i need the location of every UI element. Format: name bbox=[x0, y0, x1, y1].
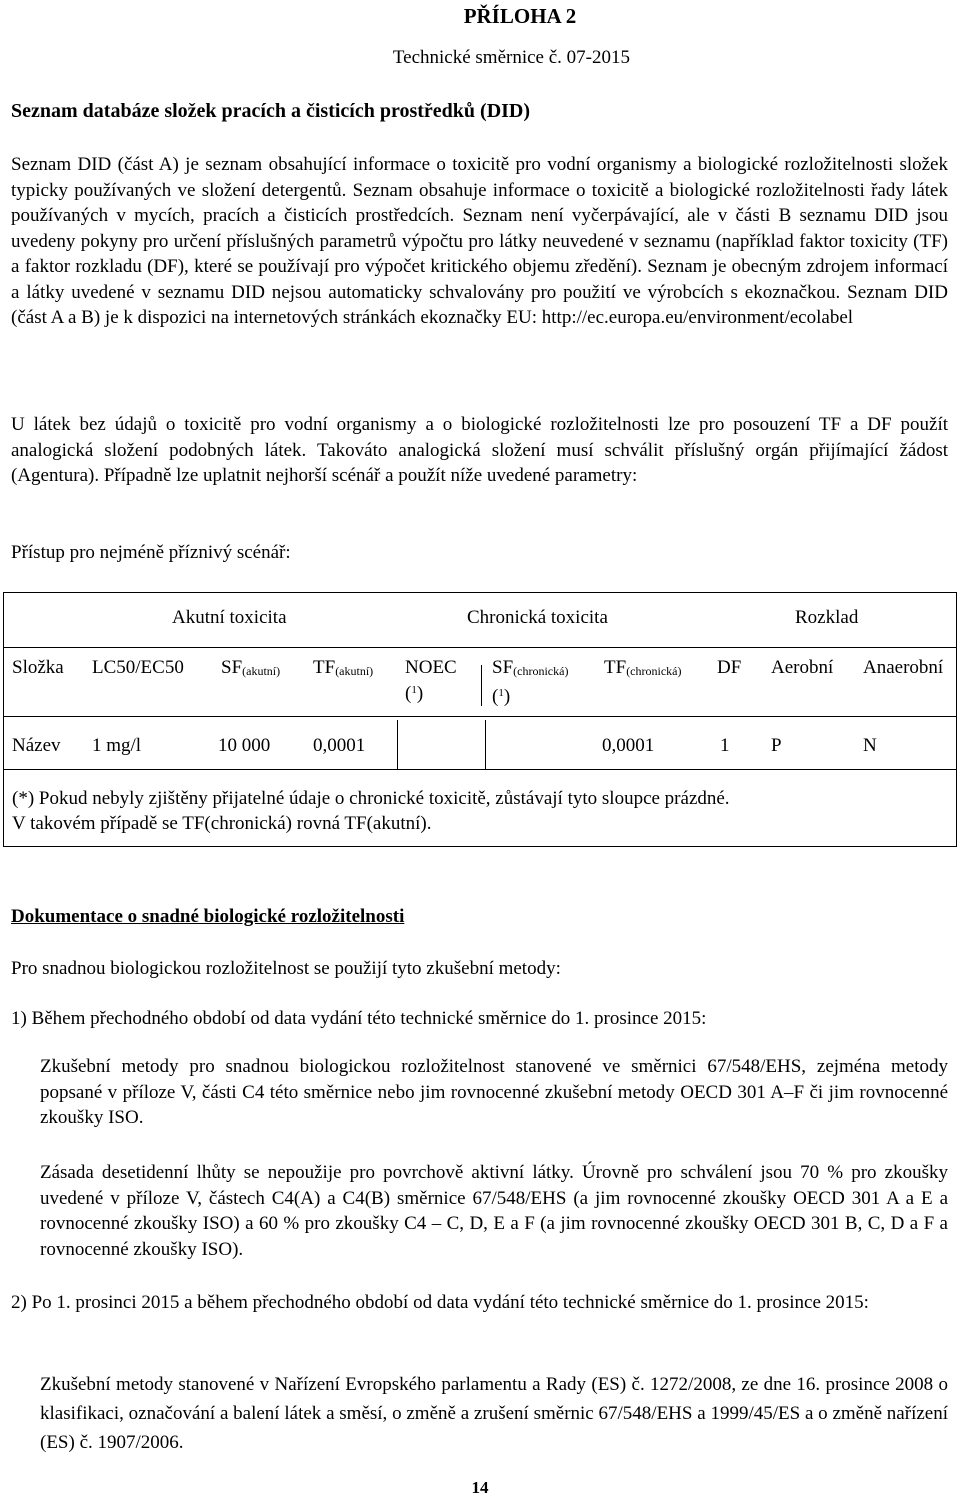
group-degradation: Rozklad bbox=[795, 607, 859, 628]
paragraph-methods-67-548: Zkušební metody pro snadnou biologickou rozložitelnost stanovené ve směrnici 67/548/EHS, zejména metody popsané v příloze V, části C4 této směrnice nebo jim rovnocenné zkušební metody OECD 301 A–F či jim rovnocenné zkoušky ISO. bbox=[40, 1056, 948, 1128]
cell-anaerobic: N bbox=[863, 735, 877, 756]
section-heading-biodegradability: Dokumentace o snadné biologické rozložitelnosti bbox=[11, 906, 405, 927]
paragraph-regulation-1272: Zkušební metody stanovené v Nařízení Evropského parlamentu a Rady (ES) č. 1272/2008, ze dne 16. prosince 2008 o klasifikaci, označování a balení látek a směsí, o změně a zrušení směrnic 67/548/EHS a 1999/45/ES a o změně nařízení (ES) č. 1907/2006. bbox=[40, 1374, 948, 1453]
list-item-2: 2) Po 1. prosinci 2015 a během přechodného období od data vydání této technické směrnice do 1. prosince 2015: bbox=[11, 1292, 869, 1313]
col-header-lc50: LC50/EC50 bbox=[92, 657, 184, 678]
cell-tf-chronic: 0,0001 bbox=[602, 735, 655, 756]
group-chronic-toxicity: Chronická toxicita bbox=[467, 607, 608, 628]
worst-case-parameters-table bbox=[3, 592, 957, 847]
cell-tf-acute: 0,0001 bbox=[313, 735, 366, 756]
col-header-aerobic: Aerobní bbox=[771, 657, 834, 678]
paragraph-test-methods-intro: Pro snadnou biologickou rozložitelnost se použijí tyto zkušební metody: bbox=[11, 958, 561, 979]
cell-aerobic: P bbox=[771, 735, 782, 756]
list-item-1: 1) Během přechodného období od data vydání této technické směrnice do 1. prosince 2015: bbox=[11, 1008, 707, 1029]
annex-heading: PŘÍLOHA 2 bbox=[463, 4, 577, 28]
col-header-component: Složka bbox=[12, 657, 64, 678]
paragraph-did-description: Seznam DID (část A) je seznam obsahující informace o toxicitě pro vodní organismy a biologické rozložitelnosti složek typicky používaných ve složení detergentů. Seznam obsahuje informace o toxicitě a biologické rozložitelnosti řady látek používaných v mycích, pracích a čisticích prostředcích. Seznam není vyčerpávající, ale v části B seznamu DID jsou uvedeny pokyny pro určení příslušných parametrů výpočtu pro látky neuvedené v seznamu (například faktor toxicity (TF) a faktor rozkladu (DF), které se používají pro výpočet kritického objemu zředění). Seznam je obecným zdrojem informací a látky uvedené v seznamu DID nejsou automaticky schvalovány pro použití ve výrobcích s ekoznačkou. Seznam DID (část A a B) je k dispozici na internetových stránkách ekoznačky EU: http://ec.europa.eu/environment/ecolabel bbox=[11, 154, 948, 328]
col-header-tf-chronic: TF(chronická) bbox=[604, 657, 682, 678]
col-header-noec: NOEC ($^1$) bbox=[405, 657, 457, 704]
col-header-df: DF bbox=[717, 657, 742, 678]
cell-df: 1 bbox=[720, 735, 730, 756]
paragraph-ten-day-window: Zásada desetidenní lhůty se nepoužije pro povrchově aktivní látky. Úrovně pro schválení jsou 70 % pro zkoušky uvedené v příloze V, částech C4(A) a C4(B) směrnice 67/548/EHS (a jim rovnocenné zkoušky OECD 301 A a E a rovnocenné zkoušky ISO) a 60 % pro zkoušky C4 – C, D, E a F (a jim rovnocenné zkoušky OECD 301 B, C, D a F a rovnocenné zkoušky ISO). bbox=[40, 1162, 948, 1260]
table-footnote-1: (*) Pokud nebyly zjištěny přijatelné údaje o chronické toxicitě, zůstávají tyto sloupce prázdné. bbox=[12, 788, 730, 809]
table-footnote-2: V takovém případě se TF(chronická) rovná TF(akutní). bbox=[12, 813, 432, 834]
col-header-sf-acute: SF(akutní) bbox=[221, 657, 281, 678]
cell-sf-acute: 10 000 bbox=[218, 735, 271, 756]
directive-number: Technické směrnice č. 07-2015 bbox=[392, 47, 630, 68]
col-header-sf-chronic: SF(chronická) ($^1$) bbox=[492, 657, 569, 707]
col-header-tf-acute: TF(akutní) bbox=[313, 657, 374, 678]
cell-lc50: 1 mg/l bbox=[92, 735, 142, 756]
col-header-anaerobic: Anaerobní bbox=[863, 657, 944, 678]
group-acute-toxicity: Akutní toxicita bbox=[172, 607, 287, 628]
row-label-name: Název bbox=[12, 735, 61, 756]
page-number: 14 bbox=[471, 1478, 489, 1497]
paragraph-analogy: U látek bez údajů o toxicitě pro vodní organismy a o biologické rozložitelnosti lze pro posouzení TF a DF použít analogická složení podobných látek. Takováto analogická složení musí schválit příslušný orgán přijímající žádost (Agentura). Případně lze uplatnit nejhorší scénář a použít níže uvedené parametry: bbox=[11, 414, 948, 486]
paragraph-worst-case: Přístup pro nejméně příznivý scénář: bbox=[11, 542, 291, 563]
section-title: Seznam databáze složek pracích a čisticích prostředků (DID) bbox=[11, 100, 531, 122]
